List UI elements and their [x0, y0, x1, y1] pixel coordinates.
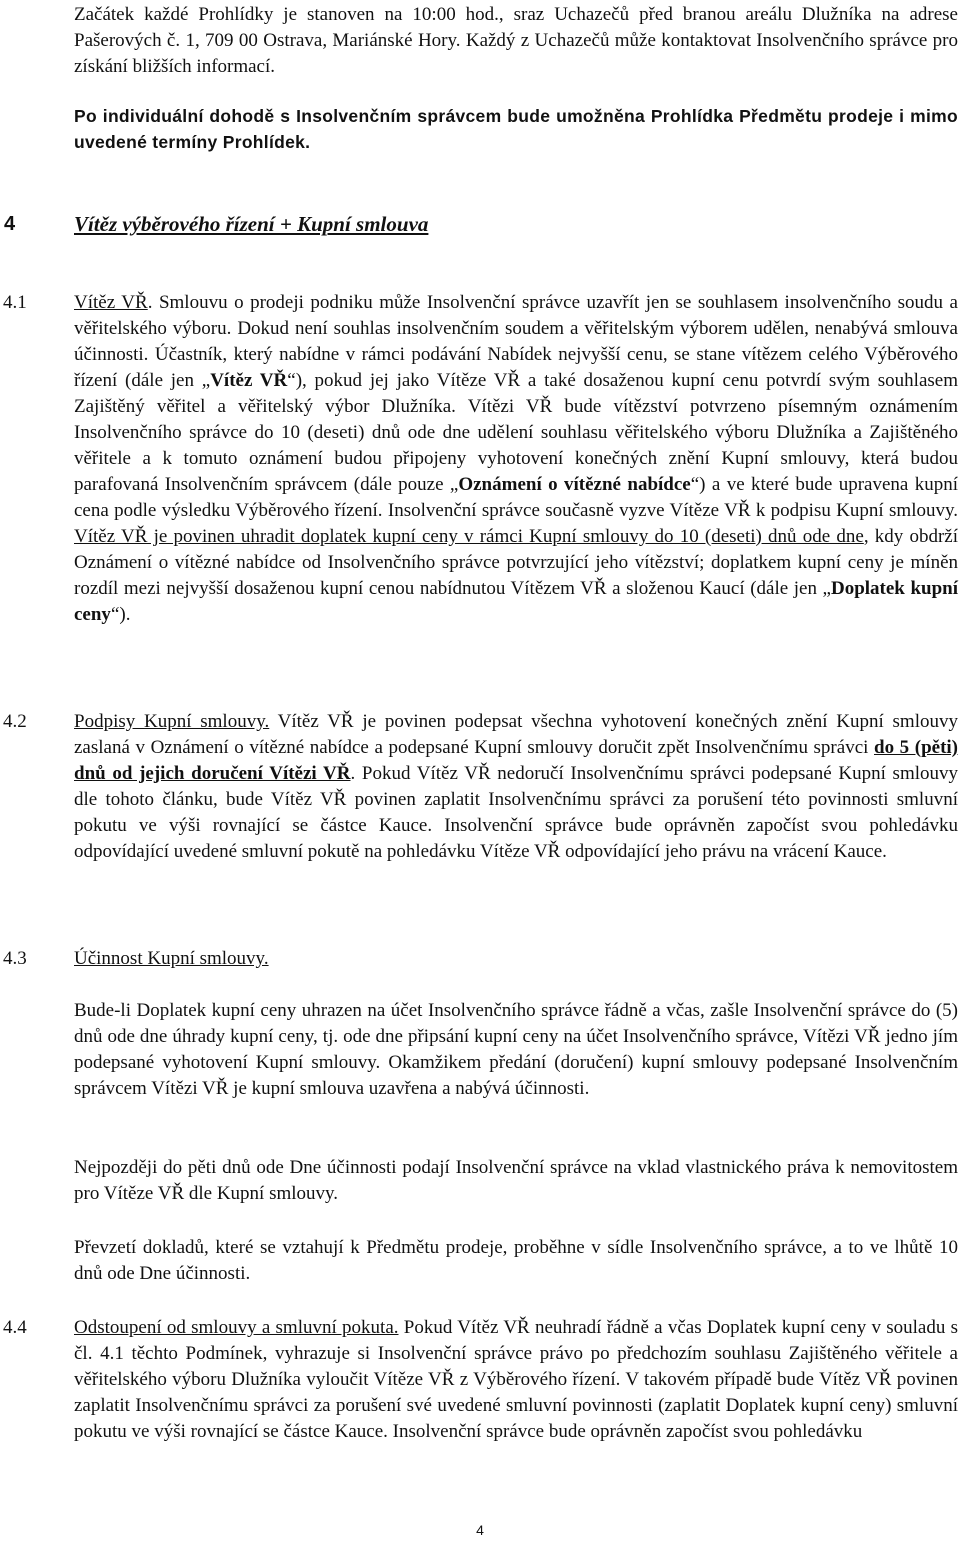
individual-viewing-notice: Po individuální dohodě s Insolvenčním správcem bude umožněna Prohlídka Předmětu prodeje i mimo uvedené termíny Prohlídek. [74, 106, 958, 152]
payment-obligation-text: Vítěz VŘ je povinen uhradit doplatek kupní ceny v rámci Kupní smlouvy do 10 (deseti) dnů ode dne [74, 526, 864, 547]
clause-4-2-title: Podpisy Kupní smlouvy. [74, 711, 270, 732]
clause-4-4-text: Odstoupení od smlouvy a smluvní pokuta. Pokud Vítěz VŘ neuhradí řádně a včas Doplatek kupní ceny v souladu s čl. 4.1 těchto Podmínek, vyhrazuje si Insolvenční správce právo po předchozím souhlasu Zajištěného věřitele a věřitelského výboru Dlužníka vyloučit Vítěze VŘ z Výběrového řízení. V takovém případě bude Vítěz VŘ povinen zaplatit Insolvenčnímu správci za porušení své uvedené smluvní povinnosti (zaplatit Doplatek kupní ceny) smluvní pokutu ve výši rovnající se částce Kauce. Insolvenční správce bude oprávněn započíst svou pohledávku [74, 1317, 958, 1442]
clause-4-3-paragraph-1: Bude-li Doplatek kupní ceny uhrazen na účet Insolvenčního správce řádně a včas, zašle Insolvenční správce do (5) dnů ode dne úhrady kupní ceny, tj. ode dne připsání kupní ceny na účet Insolvenčního správce, Vítězi VŘ jedno jím podepsané vyhotovení Kupní smlouvy. Okamžikem předání (doručení) kupní smlouvy podepsané Insolvenčním správcem Vítězi VŘ je kupní smlouva uzavřena a nabývá účinnosti. [74, 1000, 958, 1099]
clause-4-3-paragraph-3: Převzetí dokladů, které se vztahují k Předmětu prodeje, proběhne v sídle Insolvenčního správce, a to ve lhůtě 10 dnů ode Dne účinnosti. [74, 1237, 958, 1284]
clause-4-1-text: Vítěz VŘ. Smlouvu o prodeji podniku může Insolvenční správce uzavřít jen se souhlasem insolvenčního soudu a věřitelského výboru. Dokud není souhlas insolvenčním soudem a věřitelským výborem udělen, nenabývá smlouva účinnosti. Účastník, který nabídne v rámci podávání Nabídek nejvyšší cenu, se stane vítězem celého Výběrového řízení (dále jen „Vítěz VŘ“), pokud jej jako Vítěze VŘ a také dosaženou kupní cenu potvrdí svým souhlasem Zajištěný věřitel a věřitelský výbor Dlužníka. Vítězi VŘ bude vítězství potvrzeno písemným oznámením Insolvenčního správce do 10 (deseti) dnů ode dne udělení souhlasu věřitelského výboru Dlužníka a Zajištěného věřitele a k tomuto oznámení budou připojeny vyhotovení konečných znění Kupní smlouvy, která budou parafovaná Insolvenčním správcem (dále pouze „Oznámení o vítězné nabídce“) a ve které bude upravena kupní cena podle výsledku Výběrového řízení. Insolvenční správce současně vyzve Vítěze VŘ k podpisu Kupní smlouvy. Vítěz VŘ je povinen uhradit doplatek kupní ceny v rámci Kupní smlouvy do 10 (deseti) dnů ode dne, kdy obdrží Oznámení o vítězné nabídce od Insolvenčního správce potvrzující jeho vítězství; doplatkem kupní ceny je míněn rozdíl mezi nejvyšší dosaženou kupní cenou nabídnutou Vítězem VŘ a složenou Kaucí (dále jen „Doplatek kupní ceny“). [74, 292, 958, 625]
clause-4-1-title: Vítěz VŘ [74, 292, 148, 313]
intro-paragraph: Začátek každé Prohlídky je stanoven na 10:00 hod., sraz Uchazečů před branou areálu Dlužníka na adrese Pašerových č. 1, 709 00 Ostrava, Mariánské Hory. Každý z Uchazečů může kontaktovat Insolvenčního správce pro získání bližších informací. [74, 4, 958, 77]
clause-4-1-number: 4.1 [3, 292, 27, 313]
clause-4-2-text: Podpisy Kupní smlouvy. Vítěz VŘ je povinen podepsat všechna vyhotovení konečných znění Kupní smlouvy zaslaná v Oznámení o vítězné nabídce a podepsané Kupní smlouvy doručit zpět Insolvenčnímu správci do 5 (pěti) dnů od jejich doručení Vítězi VŘ. Pokud Vítěz VŘ nedoručí Insolvenčnímu správci podepsané Kupní smlouvy dle tohoto článku, bude Vítěz VŘ povinen zaplatit Insolvenčnímu správci za porušení této povinnosti smluvní pokutu ve výši rovnající se částce Kauce. Insolvenční správce bude oprávněn započíst svou pohledávku odpovídající uvedené smluvní pokutě na pohledávku Vítěze VŘ odpovídající jeho právu na vrácení Kauce. [74, 711, 959, 862]
section-title: Vítěz výběrového řízení + Kupní smlouva [74, 212, 429, 236]
clause-4-4-number: 4.4 [3, 1317, 27, 1338]
clause-4-4-title: Odstoupení od smlouvy a smluvní pokuta. [74, 1317, 399, 1338]
clause-4-3-title: Účinnost Kupní smlouvy. [74, 948, 269, 969]
section-number: 4 [4, 213, 16, 235]
defined-term-vitez-vr: Vítěz VŘ [210, 370, 288, 391]
clause-4-3-paragraph-2: Nejpozději do pěti dnů ode Dne účinnosti podají Insolvenční správce na vklad vlastnického práva k nemovitostem pro Vítěze VŘ dle Kupní smlouvy. [74, 1157, 958, 1204]
delivery-deadline-text: do 5 (pěti) dnů od jejich doručení Vítězi VŘ [74, 737, 959, 784]
clause-4-2-number: 4.2 [3, 711, 27, 732]
defined-term-doplatek: Doplatek kupní ceny [74, 578, 958, 625]
clause-4-3-number: 4.3 [3, 948, 27, 969]
defined-term-oznameni: Oznámení o vítězné nabídce [458, 474, 691, 495]
page-number: 4 [476, 1522, 484, 1538]
